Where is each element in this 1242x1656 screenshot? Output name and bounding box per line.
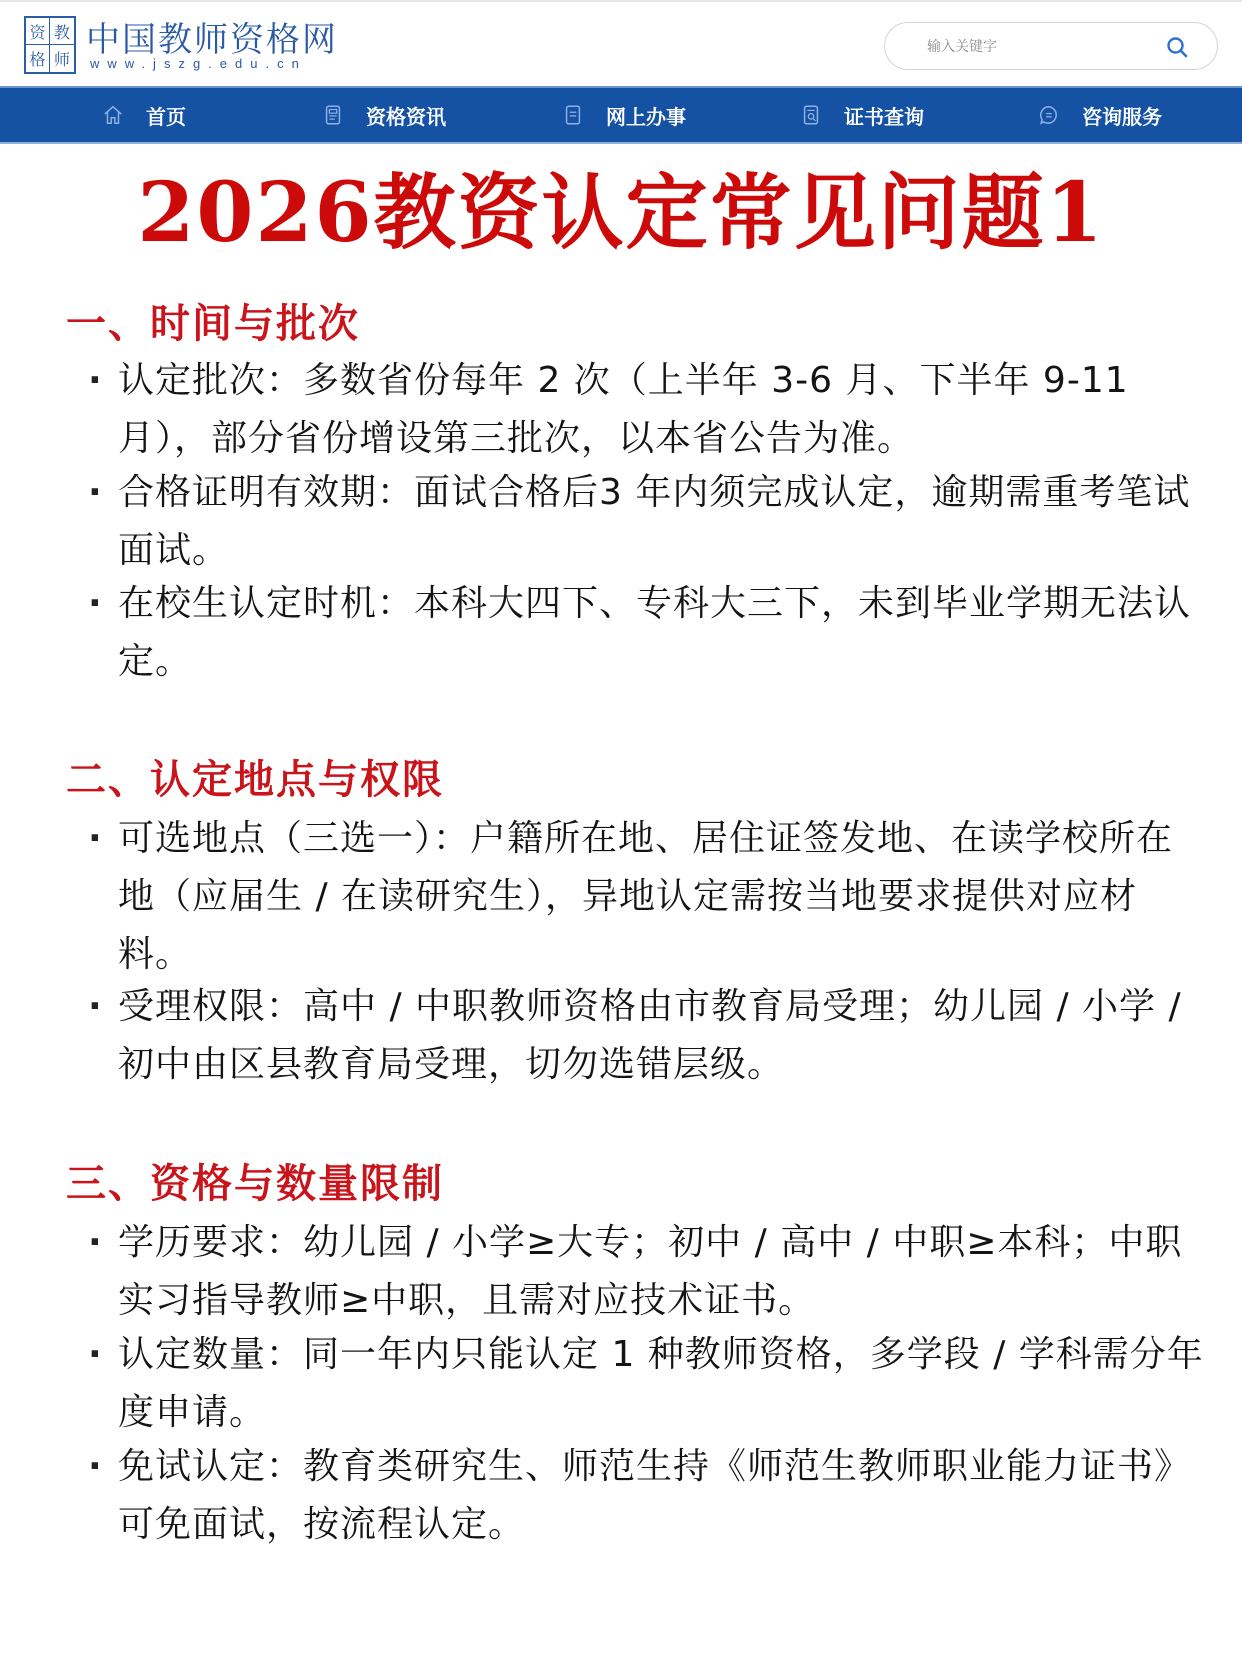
nav-item-online-services[interactable] <box>562 88 686 142</box>
list-item <box>88 810 1208 984</box>
main-nav <box>0 86 1242 144</box>
search-input[interactable] <box>925 33 1149 61</box>
search-box <box>884 22 1218 70</box>
site-name[interactable]: 中国教师资格网 <box>86 20 338 60</box>
list-item <box>88 1438 1208 1554</box>
bullet-marker: · <box>88 1446 103 1487</box>
logo-char: 资 <box>26 18 50 45</box>
bullet-marker: · <box>88 1334 103 1375</box>
bullet-marker: · <box>88 472 103 513</box>
article-title: 2026教资认定常见问题1 <box>137 165 1105 261</box>
nav-label: 资格资讯 <box>366 104 446 129</box>
section-heading: 一、时间与批次 <box>66 301 360 347</box>
list-item-text: 合格证明有效期：面试合格后3 年内须完成认定，逾期需重考笔试面试。 <box>118 472 1191 571</box>
logo-char: 教 <box>50 18 74 45</box>
list-item <box>88 352 1208 468</box>
section-heading: 三、资格与数量限制 <box>66 1161 444 1207</box>
logo-char: 格 <box>26 45 50 72</box>
bullet-marker: · <box>88 1222 103 1263</box>
site-header <box>0 0 1242 86</box>
list-item-text: 免试认定：教育类研究生、师范生持《师范生教师职业能力证书》可免面试，按流程认定。 <box>118 1446 1192 1545</box>
nav-label: 证书查询 <box>844 104 924 129</box>
list-item-text: 认定数量：同一年内只能认定 1 种教师资格，多学段 / 学科需分年度申请。 <box>118 1334 1204 1433</box>
certificate-search-icon <box>800 104 822 126</box>
nav-item-home[interactable] <box>102 88 186 142</box>
bullet-marker: · <box>88 986 103 1027</box>
logo-char: 师 <box>53 50 70 69</box>
list-item <box>88 1326 1208 1442</box>
list-item-text: 学历要求：幼儿园 / 小学≥大专；初中 / 高中 / 中职≥本科；中职实习指导教师≥中职，且需对应技术证书。 <box>118 1222 1183 1321</box>
news-icon <box>322 104 344 126</box>
list-item <box>88 464 1208 580</box>
nav-item-certificate-query[interactable] <box>800 88 924 142</box>
list-item-text: 在校生认定时机：本科大四下、专科大三下，未到毕业学期无法认定。 <box>118 583 1192 682</box>
list-item-text: 认定批次：多数省份每年 2 次（上半年 3-6 月、下半年 9-11 月），部分省份增设第三批次，以本省公告为准。 <box>118 360 1129 459</box>
nav-item-consulting[interactable] <box>1038 88 1162 142</box>
bullet-marker: · <box>88 818 103 859</box>
list-item-text: 受理权限：高中 / 中职教师资格由市教育局受理；幼儿园 / 小学 / 初中由区县教育局受理，切勿选错层级。 <box>118 986 1182 1085</box>
home-icon <box>102 104 124 126</box>
chat-icon <box>1038 104 1060 126</box>
nav-label: 咨询服务 <box>1082 104 1162 129</box>
nav-item-news[interactable] <box>322 88 446 142</box>
bullet-marker: · <box>88 583 103 624</box>
site-url: www.jszg.edu.cn <box>90 56 307 71</box>
nav-label: 网上办事 <box>606 104 686 129</box>
list-item <box>88 1214 1208 1330</box>
site-logo-emblem[interactable] <box>24 16 76 74</box>
bullet-marker: · <box>88 360 103 401</box>
list-item <box>88 978 1208 1094</box>
list-item-text: 可选地点（三选一）：户籍所在地、居住证签发地、在读学校所在地（应届生 / 在读研究生），异地认定需按当地要求提供对应材料。 <box>118 818 1174 975</box>
nav-label: 首页 <box>146 104 186 129</box>
list-item <box>88 575 1208 691</box>
section-heading: 二、认定地点与权限 <box>66 757 444 803</box>
document-icon <box>562 104 584 126</box>
search-icon[interactable] <box>1165 35 1189 59</box>
